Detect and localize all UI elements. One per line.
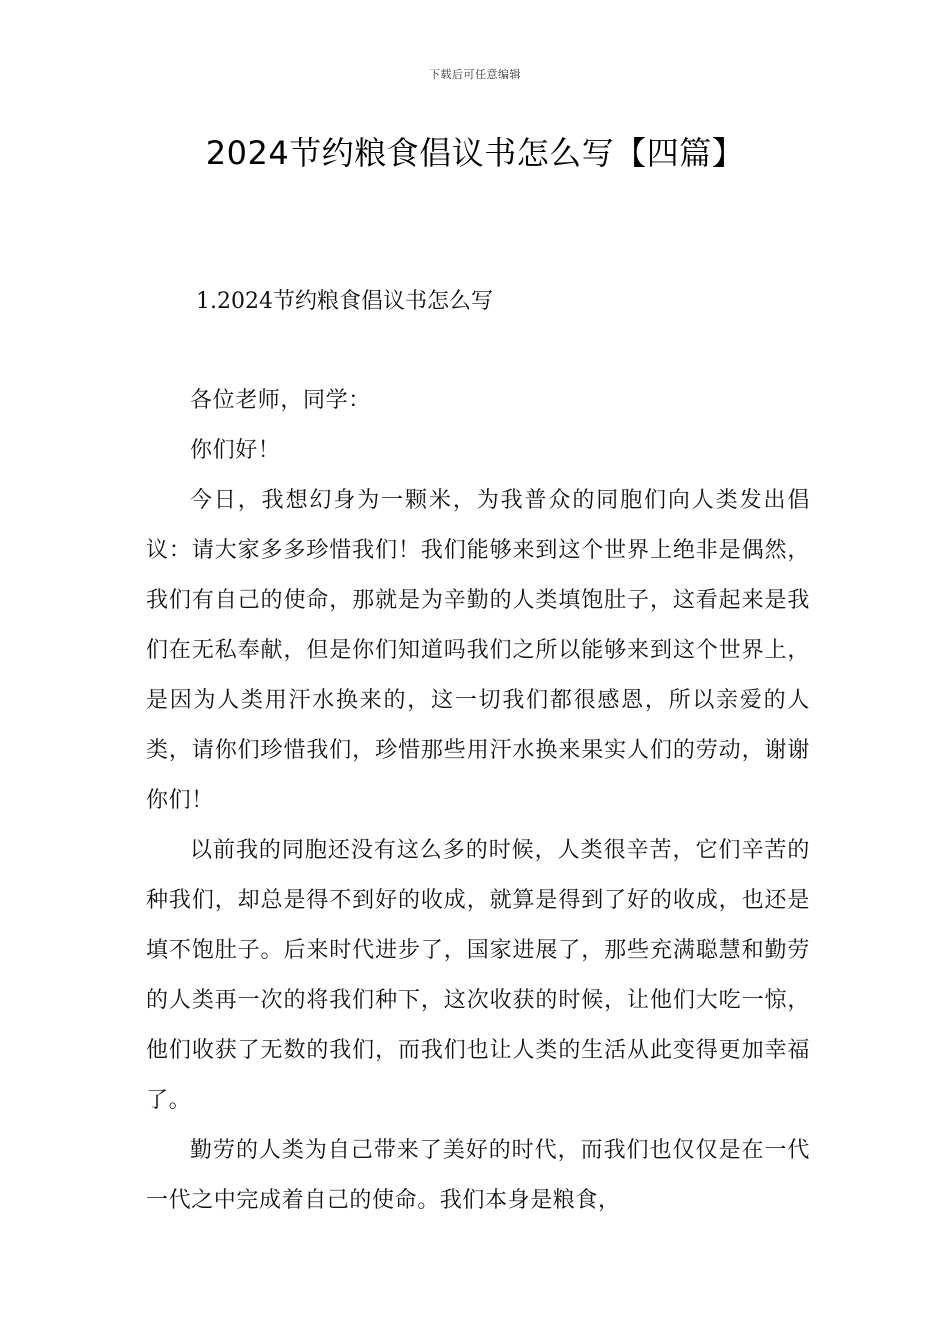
greeting: 你们好！ [190, 438, 281, 463]
section-heading: 1.2024节约粮食倡议书怎么写 [196, 289, 493, 314]
paragraph: 以前我的同胞还没有这么多的时候，人类很辛苦，它们辛苦的种我们，却总是得不到好的收成，就算是得到了好的收成，也还是填不饱肚子。后来时代进步了，国家进展了，那些充满聪慧和勤劳的人类再一次的将我们种下，这次收获的时候，让他们大吃一惊，他们收获了无数的我们，而我们也让人类的生活从此变得更加幸福了。 [146, 838, 810, 1113]
paragraph: 今日，我想幻身为一颗米，为我普众的同胞们向人类发出倡议：请大家多多珍惜我们！我们能够来到这个世界上绝非是偶然，我们有自己的使命，那就是为辛勤的人类填饱肚子，这看起来是我们在无私奉献，但是你们知道吗我们之所以能够来到这个世界上，是因为人类用汗水换来的，这一切我们都很感恩，所以亲爱的人类，请你们珍惜我们，珍惜那些用汗水换来果实人们的劳动，谢谢你们！ [146, 488, 810, 813]
paragraph: 勤劳的人类为自己带来了美好的时代，而我们也仅仅是在一代一代之中完成着自己的使命。我们本身是粮食， [146, 1138, 810, 1213]
header-note: 下载后可任意编辑 [429, 68, 521, 81]
document-title: 2024节约粮食倡议书怎么写【四篇】 [205, 134, 745, 172]
salutation: 各位老师，同学： [190, 388, 371, 413]
body-text [146, 376, 810, 1226]
